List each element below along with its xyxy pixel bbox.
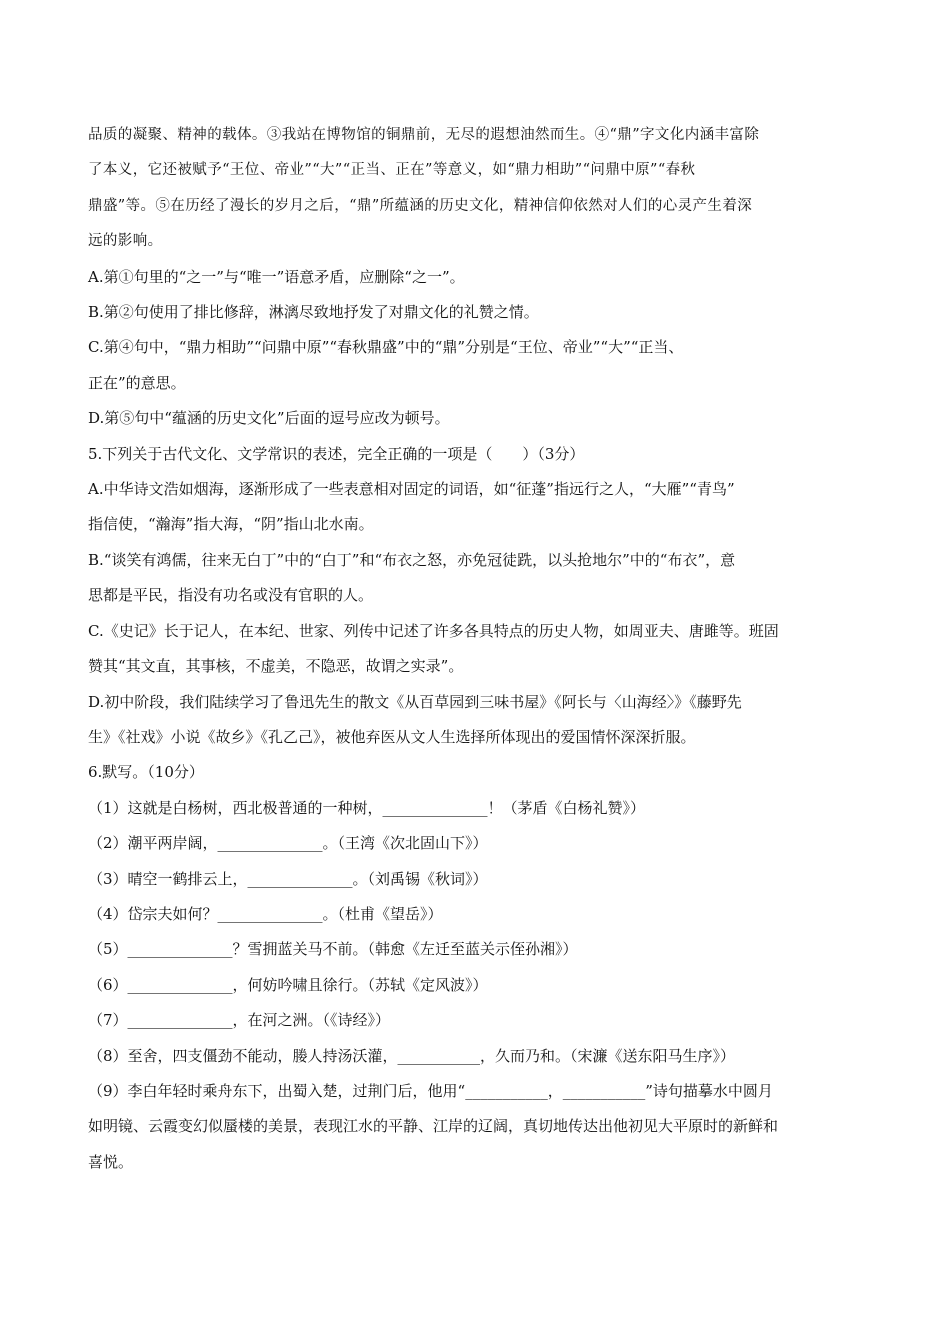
option-a-continued: 指信使，“瀚海”指大海，“阴”指山北水南。 [88, 515, 374, 534]
option-c-continued: 正在”的意思。 [88, 373, 186, 392]
fill-blank-item: （2）潮平两岸阔，______________。（王湾《次北固山下》） [88, 834, 488, 853]
option-b: B.第②句使用了排比修辞，淋漓尽致地抒发了对鼎文化的礼赞之情。 [88, 303, 539, 322]
option-d-continued: 生》《社戏》小说《故乡》《孔乙己》，被他弃医从文人生选择所体现出的爱国情怀深深折服。 [88, 727, 696, 746]
passage-line: 品质的凝聚、精神的载体。③我站在博物馆的铜鼎前，无尽的遐想油然而生。④“鼎”字文化内涵丰富除 [88, 127, 760, 143]
option-b-continued: 思都是平民，指没有功名或没有官职的人。 [88, 586, 374, 605]
fill-blank-item-continued: 如明镜、云霞变幻似蜃楼的美景，表现江水的平静、江岸的辽阔，真切地传达出他初见大平原时的新鲜和 [88, 1117, 779, 1136]
option-c: C.第④句中，“鼎力相助”“问鼎中原”“春秋鼎盛”中的“鼎”分别是“王位、帝业”“大”“正当、 [88, 338, 684, 357]
fill-blank-item: （1）这就是白杨树，西北极普通的一种树，______________！（茅盾《白杨礼赞》） [88, 798, 646, 817]
question-5 [88, 437, 866, 756]
fill-blank-item: （4）岱宗夫如何？______________。（杜甫《望岳》） [88, 904, 443, 923]
option-d: D.第⑤句中“蕴涵的历史文化”后面的逗号应改为顿号。 [88, 409, 450, 428]
fill-blank-item-continued: 喜悦。 [88, 1152, 134, 1171]
passage-line: 鼎盛”等。⑤在历经了漫长的岁月之后，“鼎”所蕴涵的历史文化，精神信仰依然对人们的心灵产生着深 [88, 197, 753, 214]
option-c-continued: 赞其“其文直，其事核，不虚美，不隐恶，故谓之实录”。 [88, 657, 464, 676]
question-4-options [88, 260, 866, 437]
question-5-stem: 5.下列关于古代文化、文学常识的表述，完全正确的一项是（ ）（3分） [88, 444, 585, 463]
option-b: B.“谈笑有鸿儒，往来无白丁”中的“白丁”和“布衣之怒，亦免冠徒跣，以头抢地尔”中的“布衣”，意 [88, 550, 736, 569]
fill-blank-item: （3）晴空一鹤排云上，______________。（刘禹锡《秋词》） [88, 869, 488, 888]
fill-blank-item: （7）______________，在河之洲。（《诗经》） [88, 1011, 391, 1030]
option-d: D.初中阶段，我们陆续学习了鲁迅先生的散文《从百草园到三味书屋》《阿长与〈山海经〉》《藤野先 [88, 692, 742, 711]
passage-line: 了本义，它还被赋予“王位、帝业”“大”“正当、正在”等意义，如“鼎力相助”“问鼎中原”“春秋 [88, 162, 696, 179]
document-page [88, 118, 866, 1180]
passage-text [88, 118, 866, 260]
passage-line: 远的影响。 [88, 233, 163, 250]
fill-blank-item: （6）______________，何妨吟啸且徐行。（苏轼《定风波》） [88, 975, 488, 994]
option-a: A.第①句里的“之一”与“唯一”语意矛盾，应删除“之一”。 [88, 267, 465, 286]
question-6 [88, 755, 866, 1180]
option-a: A.中华诗文浩如烟海，逐渐形成了一些表意相对固定的词语，如“征蓬”指远行之人，“大雁”“青鸟” [88, 480, 735, 499]
fill-blank-item: （9）李白年轻时乘舟东下，出蜀入楚，过荆门后，他用“___________，___________”诗句描摹水中圆月 [88, 1081, 773, 1100]
fill-blank-item: （8）至舍，四支僵劲不能动，媵人持汤沃灌，___________，久而乃和。（宋濂《送东阳马生序》） [88, 1046, 736, 1065]
fill-blank-item: （5）______________？雪拥蓝关马不前。（韩愈《左迁至蓝关示侄孙湘》） [88, 940, 578, 959]
option-c: C.《史记》长于记人，在本纪、世家、列传中记述了许多各具特点的历史人物，如周亚夫、唐雎等。班固 [88, 621, 779, 640]
question-6-stem: 6.默写。（10分） [88, 763, 204, 782]
